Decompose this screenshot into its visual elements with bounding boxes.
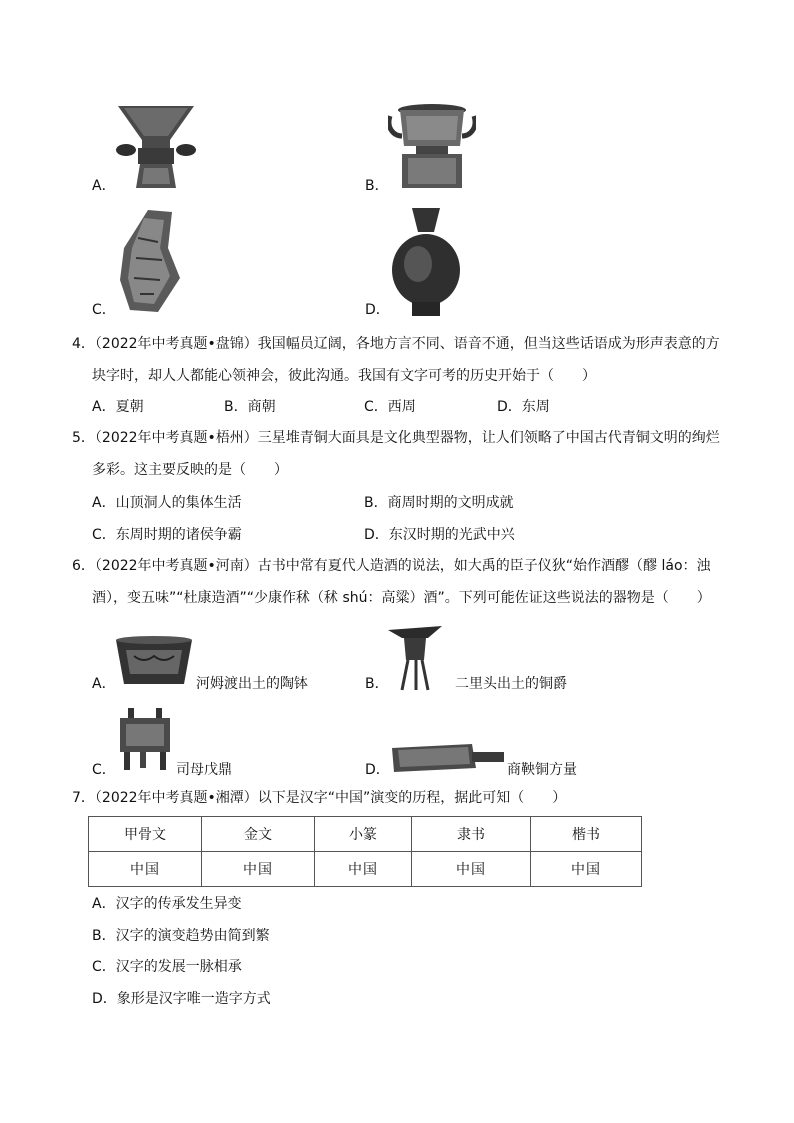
q7-option-d: D．象形是汉字唯一造字方式 xyxy=(92,991,271,1007)
q4-option-b: B．商朝 xyxy=(224,399,276,415)
q5-option-a: A．山顶洞人的集体生活 xyxy=(92,495,242,511)
q7-option-b: B．汉字的演变趋势由简到繁 xyxy=(92,928,270,944)
q6-option-b-letter: B． xyxy=(365,676,389,692)
q6-option-c-letter: C． xyxy=(92,762,116,778)
q6-option-d-caption: 商鞅铜方量 xyxy=(507,762,577,778)
q5-option-b: B．商周时期的文明成就 xyxy=(364,495,514,511)
chinese-character-evolution-table xyxy=(88,816,642,887)
q4-option-c: C．西周 xyxy=(364,399,416,415)
pottery-jar-image xyxy=(390,206,462,318)
simuwu-ding-image xyxy=(116,706,174,772)
oracle-bone-image xyxy=(114,208,190,314)
glyph-bronze-script: 中国 xyxy=(202,852,315,887)
q3-option-b-label: B． xyxy=(365,178,389,194)
header-oracle-bone: 甲骨文 xyxy=(89,817,202,852)
glyph-regular-script: 中国 xyxy=(531,852,642,887)
q6-option-a-letter: A． xyxy=(92,676,116,692)
q4-option-d: D．东周 xyxy=(497,399,550,415)
q6-stem-line1: 6．（2022年中考真题•河南）古书中常有夏代人造酒的说法，如大禹的臣子仪狄“始作酒醪（醪 láo：浊 xyxy=(72,558,711,574)
q4-stem-line1: 4．（2022年中考真题•盘锦）我国幅员辽阔，各地方言不同、语音不通，但当这些话语成为形声表意的方 xyxy=(72,336,720,352)
header-regular-script: 楷书 xyxy=(531,817,642,852)
glyph-small-seal: 中国 xyxy=(315,852,412,887)
q4-stem-line2: 块字时，却人人都能心领神会，彼此沟通。我国有文字可考的历史开始于（ ） xyxy=(92,368,596,384)
q3-option-a-label: A． xyxy=(92,178,116,194)
pottery-bowl-image xyxy=(114,634,194,690)
glyph-clerical-script: 中国 xyxy=(412,852,531,887)
q7-option-c: C．汉字的发展一脉相承 xyxy=(92,959,242,975)
q4-option-a: A．夏朝 xyxy=(92,399,144,415)
q3-option-d-label: D． xyxy=(365,302,390,318)
q5-stem-line1: 5．（2022年中考真题•梧州）三星堆青铜大面具是文化典型器物，让人们领略了中国古代青铜文明的绚烂 xyxy=(72,430,720,446)
header-small-seal: 小篆 xyxy=(315,817,412,852)
q5-option-d: D．东汉时期的光武中兴 xyxy=(364,527,515,543)
bronze-gui-vessel-image xyxy=(388,102,476,190)
q6-option-a-caption: 河姆渡出土的陶钵 xyxy=(196,676,308,692)
q6-stem-line2: 酒），变五味”“杜康造酒”“少康作秫（秫 shú：高粱）酒”。下列可能佐证这些说法的器物是（ ） xyxy=(92,590,711,606)
table-header-row xyxy=(89,817,642,852)
q5-stem-line2: 多彩。这主要反映的是（ ） xyxy=(92,462,288,478)
q6-option-d-letter: D． xyxy=(365,762,390,778)
header-clerical-script: 隶书 xyxy=(412,817,531,852)
table-row xyxy=(89,852,642,887)
q6-option-c-caption: 司母戊鼎 xyxy=(176,762,232,778)
bronze-jue-image xyxy=(386,624,444,692)
glyph-oracle-bone: 中国 xyxy=(89,852,202,887)
q3-option-c-label: C． xyxy=(92,302,116,318)
q5-option-c: C．东周时期的诸侯争霸 xyxy=(92,527,242,543)
header-bronze-script: 金文 xyxy=(202,817,315,852)
q7-stem-line1: 7．（2022年中考真题•湘潭）以下是汉字“中国”演变的历程，据此可知（ ） xyxy=(72,790,567,806)
bronze-zun-vessel-image xyxy=(114,104,198,190)
shang-yang-measure-image xyxy=(388,742,506,774)
q6-option-b-caption: 二里头出土的铜爵 xyxy=(455,676,567,692)
q7-option-a: A．汉字的传承发生异变 xyxy=(92,896,242,912)
